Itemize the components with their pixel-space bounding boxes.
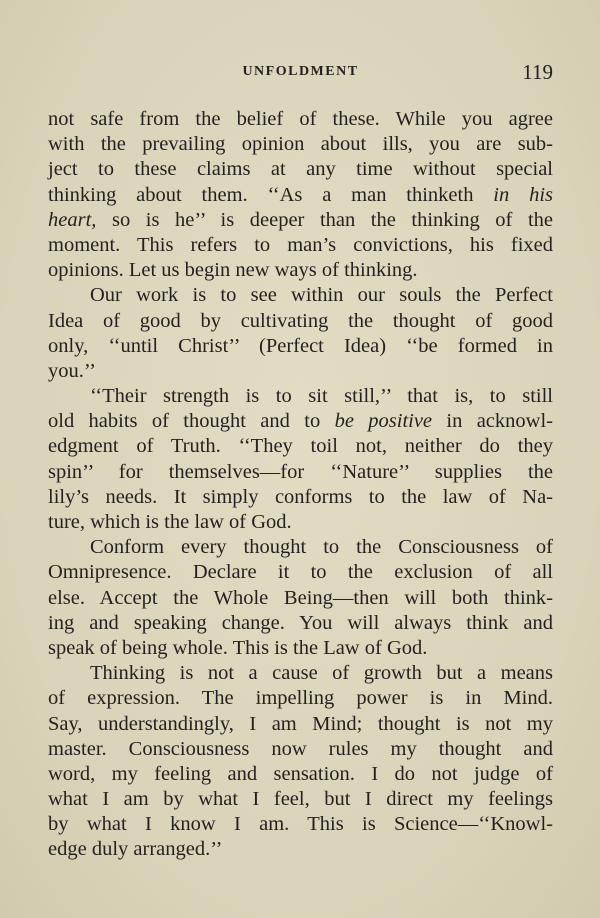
text-segment: you.’’ [48,359,97,382]
text-segment: ject to these claims at any time without special [48,158,553,181]
text-line [48,132,553,157]
text-line [48,712,553,737]
running-head [48,60,553,86]
text-segment: master. Consciousness now rules my thought and [48,737,553,760]
text-segment: ture, which is the law of God. [48,511,292,533]
italic-text: be positive [334,410,433,433]
text-segment: edgment of Truth. ‘‘They toil not, neither do they [48,435,553,458]
text-line [48,560,553,585]
text-line [48,636,553,661]
text-segment: so is he’’ is deeper than the thinking of the [96,208,553,231]
text-segment: lily’s needs. It simply conforms to the law of Na- [48,485,553,508]
text-line [48,233,553,258]
text-segment: thinking about them. ‘‘As a man thinketh [48,183,494,206]
text-segment: Say, understandingly, I am Mind; thought is not my [48,712,553,735]
text-segment: Omnipresence. Declare it to the exclusion of all [48,561,553,584]
text-line [48,434,553,459]
text-segment: Our work is to see within our souls the Perfect [90,284,553,307]
italic-text: in his [493,183,553,206]
chapter-title: UNFOLDMENT [242,64,359,79]
text-segment: word, my feeling and sensation. I do not judge of [48,762,553,785]
text-segment: Idea of good by cultivating the thought of good [48,309,553,332]
text-line [48,661,553,686]
page-number: 119 [522,60,553,84]
body-text [48,107,553,863]
text-line [48,535,553,560]
text-line [48,611,553,636]
text-segment: spin’’ for themselves—for ‘‘Nature’’ supplies the [48,460,553,483]
text-line [48,334,553,359]
text-line [48,384,553,409]
text-line [48,157,553,182]
text-segment: of expression. The impelling power is in Mind. [48,687,553,710]
text-segment: else. Accept the Whole Being—then will both think- [48,586,553,609]
text-line [48,812,553,837]
text-segment: old habits of thought and to [48,410,335,433]
text-line [48,208,553,233]
text-line [48,359,553,384]
text-line [48,762,553,787]
text-line [48,787,553,812]
text-line [48,737,553,762]
text-segment: edge duly arranged.’’ [48,838,223,861]
text-line [48,258,553,283]
text-line [48,283,553,308]
text-segment: what I am by what I feel, but I direct my feelings [48,788,553,811]
text-segment: ‘‘Their strength is to sit still,’’ that is, to still [90,385,553,408]
text-segment: moment. This refers to man’s convictions, his fixed [48,233,553,256]
text-segment: only, ‘‘until Christ’’ (Perfect Idea) ‘‘be formed in [48,334,553,357]
text-line [48,183,553,208]
text-line [48,586,553,611]
text-line [48,510,553,535]
text-line [48,409,553,434]
text-segment: Thinking is not a cause of growth but a means [90,662,553,685]
text-segment: by what I know I am. This is Science—‘‘Knowl- [48,813,553,836]
text-segment: opinions. Let us begin new ways of thinking. [48,259,418,282]
italic-text: heart, [48,208,97,231]
text-line [48,686,553,711]
text-line [48,107,553,132]
text-segment: ing and speaking change. You will always think and [48,611,553,634]
text-line [48,485,553,510]
text-segment: with the prevailing opinion about ills, you are sub- [48,133,553,156]
text-segment: not safe from the belief of these. While you agree [48,108,553,130]
text-segment: speak of being whole. This is the Law of God. [48,636,428,659]
text-line [48,309,553,334]
text-segment: in acknowl- [432,410,553,433]
text-line [48,837,553,862]
text-line [48,460,553,485]
text-segment: Conform every thought to the Consciousness of [90,536,553,559]
